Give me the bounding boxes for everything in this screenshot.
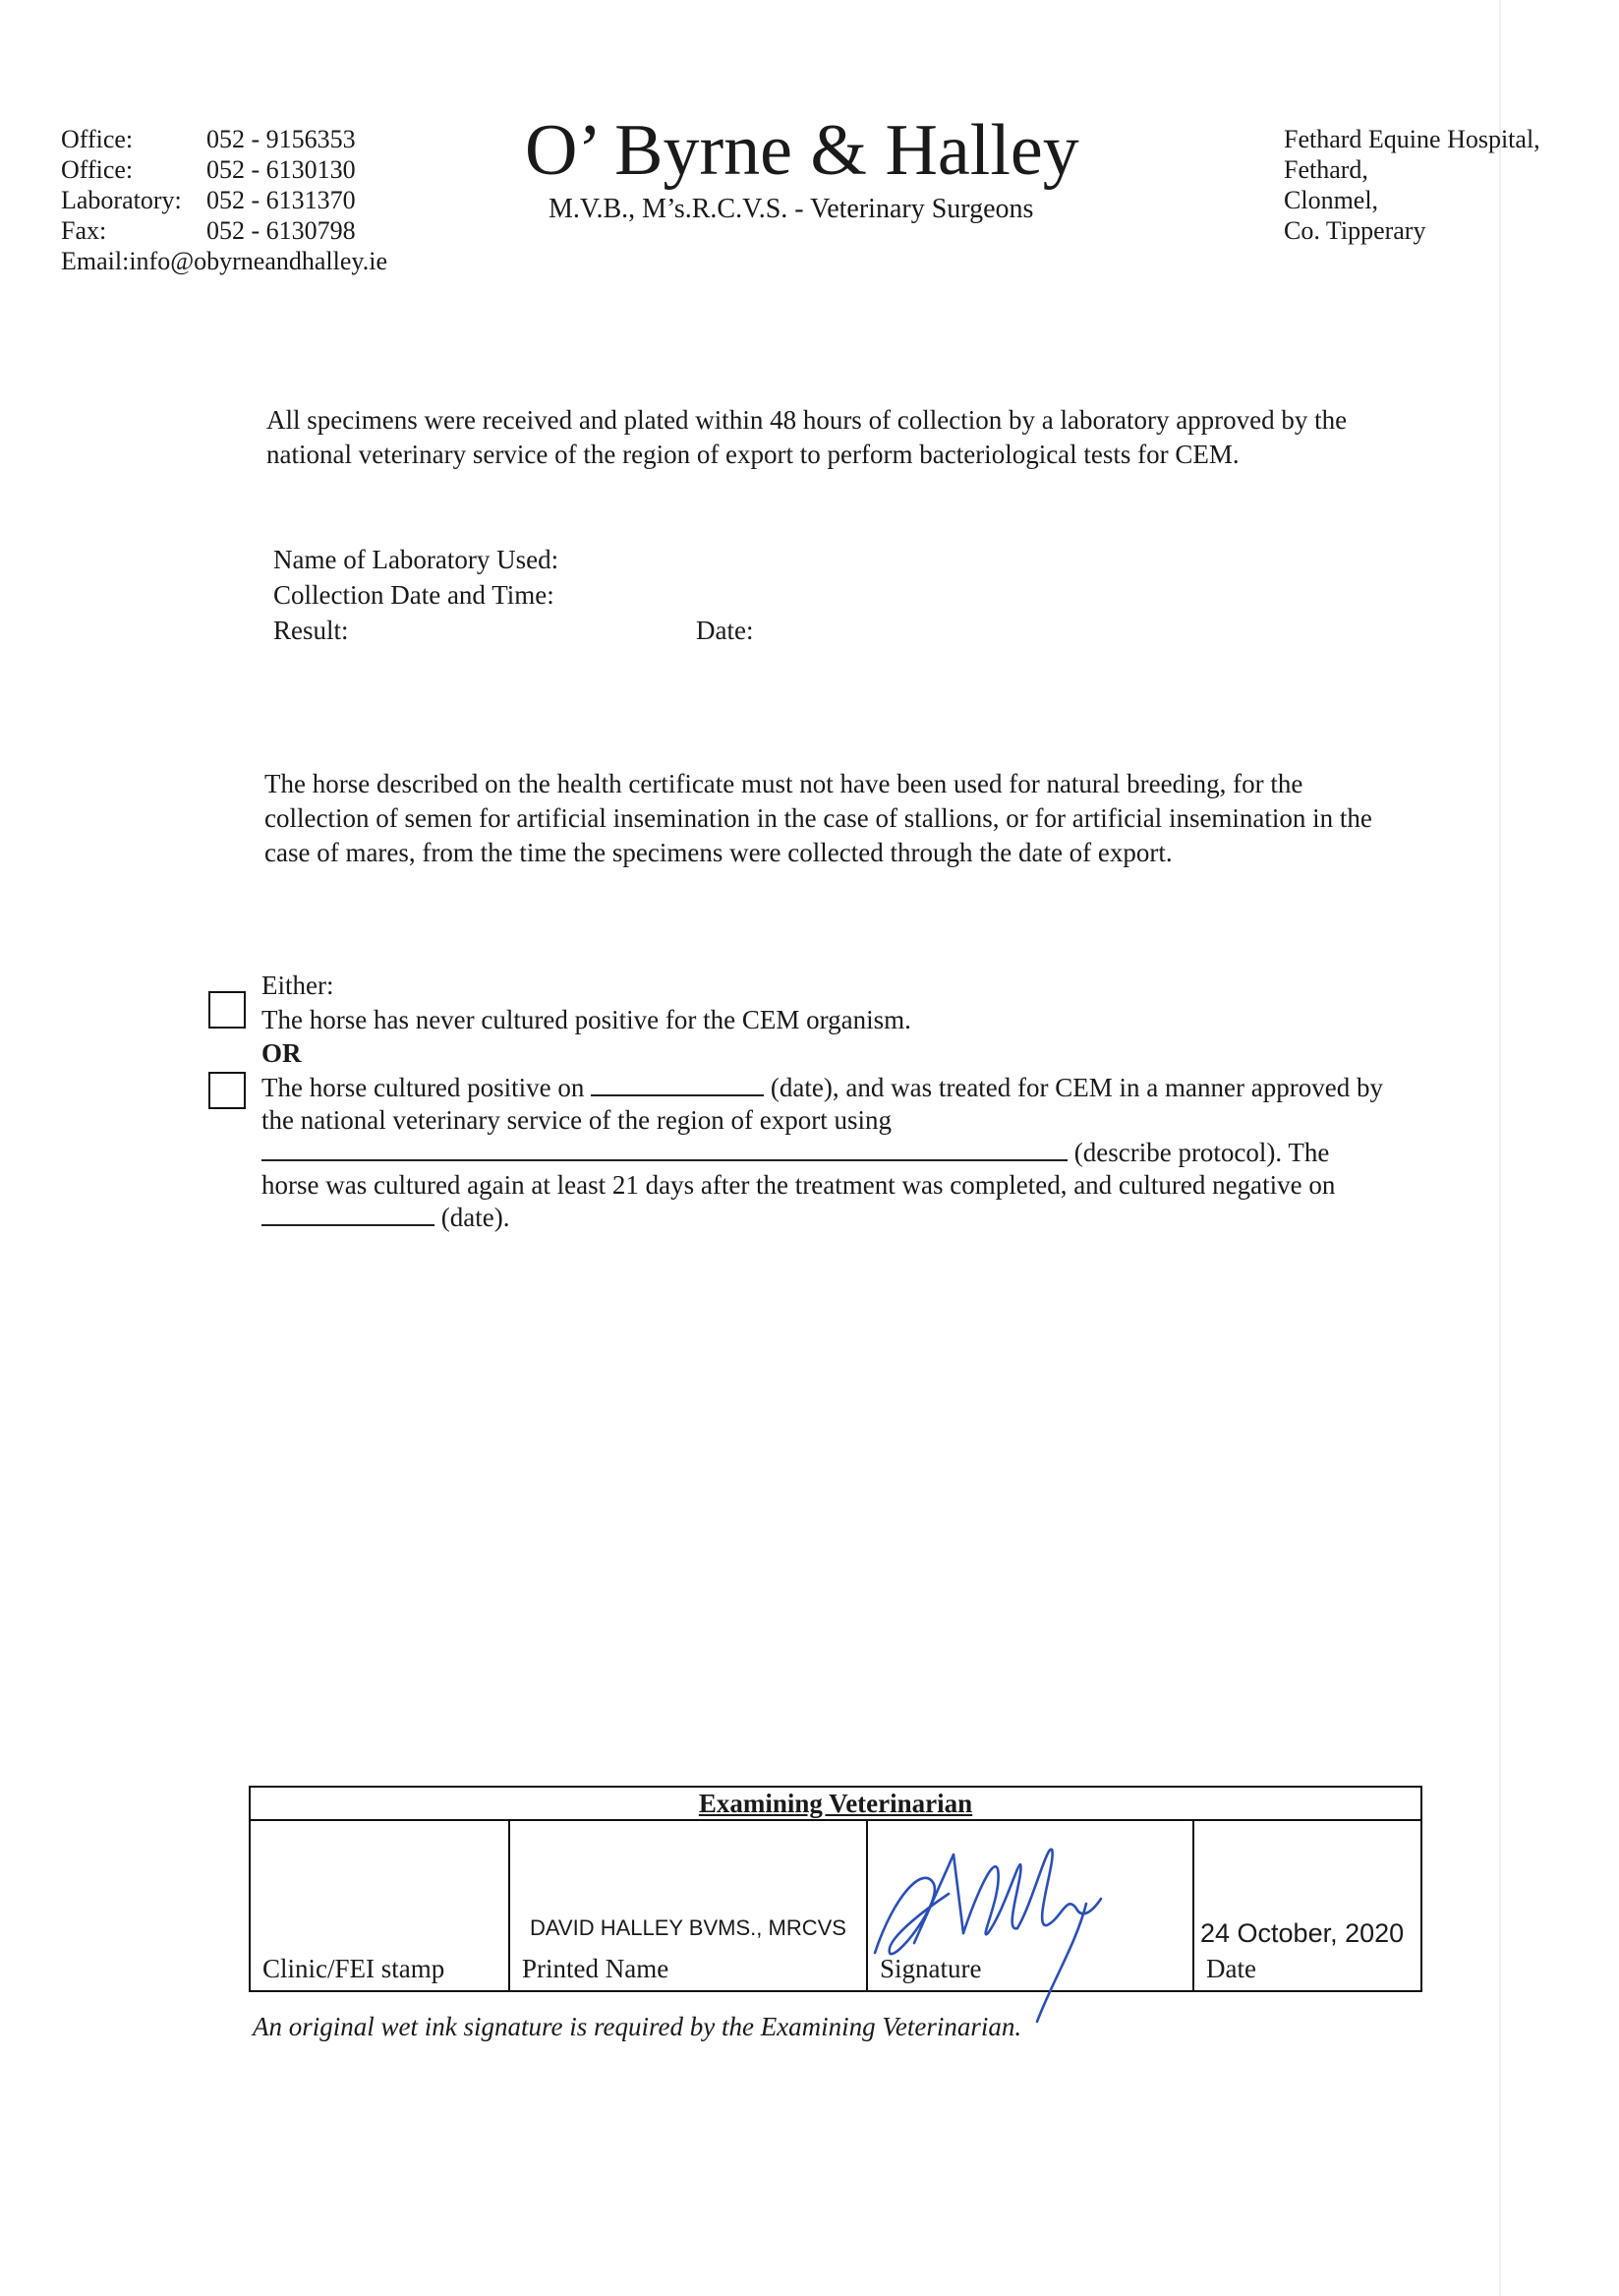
specimens-paragraph: All specimens were received and plated within 48 hours of collection by a laboratory approved by the national veterinary service of the region of export to perform bacteriological tests for CEM. — [266, 405, 1348, 469]
contact-value: 052 - 6130798 — [206, 216, 356, 245]
contact-email: Email:info@obyrneandhalley.ie — [61, 247, 387, 275]
never-positive-checkbox[interactable] — [208, 991, 246, 1029]
signature-stroke — [1037, 1904, 1086, 2022]
option2-text: (date). — [440, 1203, 510, 1232]
contact-value: 052 - 9156353 — [206, 125, 356, 153]
address-line: Fethard, — [1284, 155, 1368, 184]
contact-value: 052 - 6131370 — [206, 186, 356, 214]
address-line: Clonmel, — [1284, 186, 1379, 214]
printed-name-cell[interactable] — [509, 1820, 867, 1991]
negative-date-blank[interactable] — [261, 1203, 434, 1226]
printed-name-value: DAVID HALLEY BVMS., MRCVS — [530, 1915, 846, 1940]
contact-label: Office: — [61, 155, 134, 184]
breeding-paragraph: The horse described on the health certificate must not have been used for natural breeding, for the collection of semen for artificial insemination in the case of stallions, or for artificial insemination in the case of mares, from the time the specimens were collected through the date of export. — [264, 769, 1372, 867]
contact-label: Office: — [61, 125, 134, 153]
date-cell-label: Date — [1206, 1954, 1256, 1983]
option2-text: The horse cultured positive on — [261, 1073, 585, 1102]
date-cell[interactable] — [1193, 1820, 1421, 1991]
address-block — [1284, 124, 1540, 246]
contact-row — [61, 124, 387, 154]
signature-stroke — [914, 1854, 963, 1943]
stamp-cell[interactable] — [250, 1820, 509, 1991]
date-value: 24 October, 2020 — [1200, 1918, 1405, 1948]
collection-label: Collection Date and Time: — [273, 580, 554, 610]
address-line: Co. Tipperary — [1284, 216, 1426, 245]
firm-name: O’ Byrne & Halley — [525, 110, 1079, 191]
option2-text: (describe protocol). The horse was cultured again at least 21 days after the treatment was completed, and cultured negative on — [261, 1138, 1336, 1200]
signature-stroke — [1017, 1850, 1101, 1928]
scan-shadow — [1499, 0, 1501, 2296]
contact-value: 052 - 6130130 — [206, 155, 356, 184]
either-label: Either: — [261, 971, 334, 1000]
printed-name-label: Printed Name — [522, 1954, 669, 1983]
contact-row — [61, 185, 387, 215]
positive-date-blank[interactable] — [591, 1073, 764, 1096]
signature-note: An original wet ink signature is required by the Examining Veterinarian. — [253, 2012, 1022, 2041]
contact-row — [61, 215, 387, 246]
result-label: Result: — [273, 616, 349, 645]
signature-stroke — [963, 1864, 1020, 1934]
option-never-positive: The horse has never cultured positive for the CEM organism. — [261, 1005, 911, 1034]
contact-row — [61, 154, 387, 185]
table-title — [250, 1787, 1421, 1820]
contact-block — [61, 124, 387, 276]
firm-subtitle: M.V.B., M’s.R.C.V.S. - Veterinary Surgeons — [549, 194, 1034, 224]
date-label: Date: — [696, 616, 754, 645]
handwritten-signature — [855, 1835, 1111, 2031]
stamp-label: Clinic/FEI stamp — [262, 1954, 445, 1983]
cultured-positive-checkbox[interactable] — [208, 1072, 246, 1109]
lab-name-label: Name of Laboratory Used: — [273, 545, 559, 574]
examining-veterinarian-table — [249, 1786, 1422, 1992]
lab-fields — [273, 542, 558, 648]
protocol-blank[interactable] — [261, 1138, 1068, 1161]
option2-text: (date), and was treated for CEM in a manner approved by the national veterinary service of the region of export using — [261, 1073, 1383, 1135]
table-title-text: Examining Veterinarian — [698, 1789, 973, 1818]
contact-label: Laboratory: — [61, 186, 182, 214]
contact-label: Fax: — [61, 216, 107, 245]
or-label: OR — [261, 1038, 302, 1068]
signature-label: Signature — [880, 1954, 982, 1983]
address-line: Fethard Equine Hospital, — [1284, 125, 1540, 153]
option-cultured-positive — [261, 1072, 1392, 1234]
